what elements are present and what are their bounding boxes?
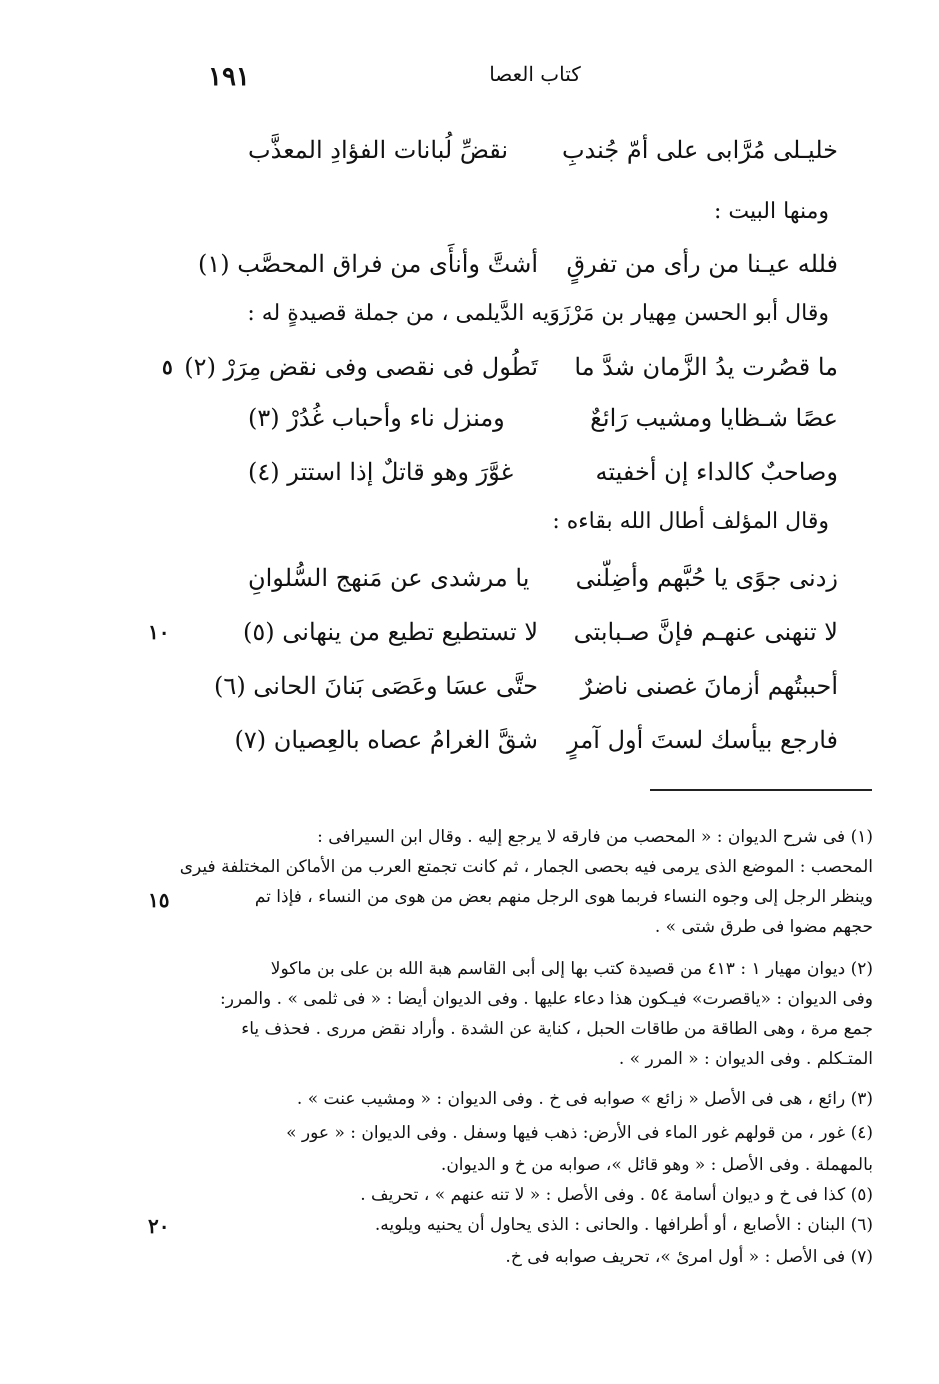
- verse-second-hemistich: ومنزل ناء وأحباب غُدُرْ (٣): [248, 404, 505, 432]
- margin-line-number: ٢٠: [148, 1214, 170, 1238]
- footnote-line: بالمهملة . وفى الأصل : « وهو قائل »، صوابه من خ و الديوان.: [440, 1155, 873, 1175]
- verse-first-hemistich: لا تنهنى عنهـم فإنَّ صـبابتى: [573, 618, 838, 646]
- verse-second-hemistich: غوَّرَ وهو قاتلٌ إذا استتر (٤): [248, 458, 514, 486]
- footnote-line: (٦) البنان : الأصابع ، أو أطرافها . والحانى : الذى يحاول أن يحنيه ويلويه.: [374, 1215, 873, 1235]
- running-title: كتاب العصا: [489, 62, 581, 86]
- verse-second-hemistich: نقضِّ لُبانات الفؤادِ المعذَّب: [248, 136, 509, 164]
- footnote-line: وينظر الرجل إلى وجوه النساء فربما هوى الرجل منهم بعض من هوى من النساء ، فإذا تم: [254, 887, 873, 907]
- verse-line: [184, 345, 838, 389]
- verse-first-hemistich: زدنى جوًى يا حُبَّهم وأضِلّنى: [575, 564, 838, 592]
- verse-line: [248, 396, 838, 440]
- verse-first-hemistich: عصًا شـظايا ومشيب رَائعٌ: [590, 404, 838, 432]
- prose-line: وقال المؤلف أطال الله بقاءه :: [552, 509, 829, 534]
- verse-second-hemistich: تَطُول فى نقصى وفى نقض مِرَرْ (٢): [184, 353, 538, 381]
- footnote-line: المحصب : الموضع الذى يرمى فيه بحصى الجمار ، ثم كانت تجمتع العرب من الأماكن المختلفة فيرى: [179, 857, 873, 877]
- prose-line: ومنها البيت :: [714, 199, 829, 224]
- margin-line-number: ١٠: [148, 620, 170, 644]
- verse-second-hemistich: يا مرشدى عن مَنهج السُّلوانِ: [248, 564, 530, 592]
- verse-second-hemistich: أشتَّ وأنأَى من فراق المحصَّب (١): [197, 250, 538, 278]
- footnote-line: (٢) ديوان مهيار ١ : ٤١٣ من قصيدة كتب بها إلى أبى القاسم هبة الله بن على بن ماكولا: [270, 959, 873, 979]
- margin-line-number: ٥: [162, 355, 173, 379]
- margin-line-number: ١٥: [148, 888, 170, 912]
- verse-first-hemistich: خليـلى مُرَّابى على أمّ جُندبِ: [561, 136, 838, 164]
- verse-line: [248, 128, 838, 172]
- verse-line: [248, 556, 838, 600]
- verse-second-hemistich: لا تستطيع تطيع من ينهانى (٥): [243, 618, 538, 646]
- footnote-line: جمع مرة ، وهى الطاقة من طاقات الحبل ، كناية عن الشدة . وأراد نقض مررى . فحذف ياء: [241, 1019, 873, 1039]
- verse-first-hemistich: وصاحبٌ كالداء إن أخفيته: [595, 458, 838, 486]
- verse-line: [243, 610, 838, 654]
- verse-second-hemistich: حتَّى عسَا وعَصَى بَنانَ الحانى (٦): [214, 672, 538, 700]
- footnote-line: (٣) رائع ، هى فى الأصل « زائع » صوابه فى خ . وفى الديوان : « ومشيب عنت » .: [296, 1089, 873, 1109]
- prose-line: وقال أبو الحسن مِهيار بن مَرْزَوَيه الدَّيلمى ، من جملة قصيدةٍ له :: [247, 301, 829, 326]
- verse-first-hemistich: فارجع بيأسك لستَ أول آمرٍ: [567, 726, 838, 754]
- verse-first-hemistich: فلله عيـنا من رأى من تفرقٍ: [566, 250, 838, 278]
- footnote-line: وفى الديوان : «ياقصرت» فيـكون هذا دعاء عليها . وفى الديوان أيضا : « فى ثلمى » . والمرر:: [220, 989, 873, 1009]
- verse-line: [248, 450, 838, 494]
- verse-line: [234, 718, 838, 762]
- footnote-line: حجهم مضوا فى طرق شتى » .: [654, 917, 873, 937]
- verse-first-hemistich: أحببتُهم أزمانَ غصنى ناضرٌ: [580, 672, 838, 700]
- verse-line: [214, 664, 838, 708]
- page-number: ١٩١: [208, 62, 250, 92]
- footnote-line: المتـكلم . وفى الديوان : « المرر » .: [618, 1049, 873, 1069]
- footnote-separator: [650, 789, 872, 791]
- footnote-line: (٥) كذا فى خ و ديوان أسامة ٥٤ . وفى الأصل : « لا تنه عنهم » ، تحريف .: [360, 1185, 873, 1205]
- verse-line: [197, 242, 838, 286]
- footnote-line: (١) فى شرح الديوان : « المحصب من فارقه لا يرجع إليه . وقال ابن السيرافى :: [317, 827, 873, 847]
- footnote-line: (٤) غور ، من قولهم غور الماء فى الأرض: ذهب فيها وسفل . وفى الديوان : « عور »: [286, 1123, 873, 1143]
- footnote-line: (٧) فى الأصل : « أول امرئ »، تحريف صوابه فى خ.: [505, 1247, 873, 1267]
- verse-second-hemistich: شقَّ الغرامُ عصاه بالعِصيان (٧): [234, 726, 538, 754]
- verse-first-hemistich: ما قصُرت يدُ الزَّمان شدَّ ما: [574, 353, 838, 381]
